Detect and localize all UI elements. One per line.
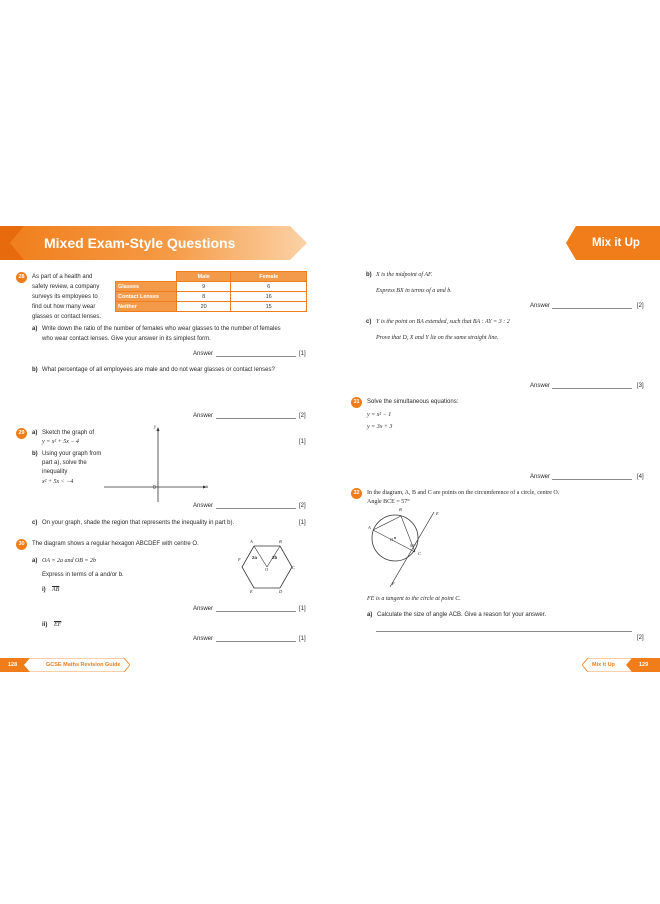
q30-c-mark: [3] bbox=[637, 383, 644, 389]
q28-b-mark: [2] bbox=[299, 413, 306, 419]
q32-a-label: a) bbox=[367, 612, 373, 618]
answer-label: Answer bbox=[530, 303, 551, 309]
table-cell: 9 bbox=[177, 282, 231, 292]
q30-b-label: b) bbox=[366, 272, 372, 278]
q28-data-table bbox=[115, 271, 307, 312]
answer-line[interactable] bbox=[216, 418, 296, 419]
q28-a-text-1: Write down the ratio of the number of females who wear glasses to the number of females bbox=[42, 326, 281, 332]
answer-line[interactable] bbox=[216, 611, 296, 612]
q28-a-text-2: who wear contact lenses. Give your answer in its simplest form. bbox=[42, 336, 211, 342]
table-col-male: Male bbox=[177, 272, 231, 282]
q29-b-text-1: Using your graph from bbox=[42, 451, 102, 457]
q30-a-label: a) bbox=[32, 558, 38, 564]
question-31-number: 31 bbox=[351, 397, 362, 408]
q28-a-label: a) bbox=[32, 326, 38, 332]
page-number-left: 128 bbox=[8, 662, 18, 668]
q30-a-sub: Express in terms of a and/or b. bbox=[42, 572, 124, 578]
question-32-number: 32 bbox=[351, 488, 362, 499]
table-row-contact-lenses: Contact Lenses bbox=[116, 292, 177, 302]
q32-text: In the diagram, A, B and C are points on the circumference of a circle, centre O. bbox=[367, 490, 560, 496]
answer-label: Answer bbox=[530, 383, 551, 389]
q30-i-vector: $\overline{AB}$ bbox=[52, 587, 60, 593]
q29-b-text-3: inequality bbox=[42, 469, 68, 475]
q29-a-mark: [1] bbox=[299, 439, 306, 445]
q30-i-mark: [1] bbox=[299, 606, 306, 612]
q28-intro-line-2: safety review, a company bbox=[32, 284, 100, 290]
q32-tangent: FE is a tangent to the circle at point C. bbox=[367, 596, 461, 602]
q28-b-text: What percentage of all employees are male and do not wear glasses or contact lenses? bbox=[42, 367, 275, 373]
q30-c-text: Y is the point on BA extended, such that BA : AY = 3 : 2 bbox=[376, 319, 510, 325]
hex-label-b: B bbox=[279, 539, 282, 544]
q30-a-text: OA = 2a and OB = 2b bbox=[42, 558, 96, 564]
q29-axis-x: x bbox=[206, 485, 209, 490]
q30-b-sub: Express BX in terms of a and b. bbox=[376, 288, 452, 294]
q29-c-text: On your graph, shade the region that represents the inequality in part b). bbox=[42, 520, 235, 526]
circle-label-c: C bbox=[418, 551, 422, 556]
q29-c-mark: [1] bbox=[299, 520, 306, 526]
answer-line[interactable] bbox=[376, 631, 632, 632]
answer-label: Answer bbox=[193, 413, 214, 419]
q30-intro: The diagram shows a regular hexagon ABCDEF with centre O. bbox=[32, 541, 199, 547]
q28-intro-line-3: surveys its employees to bbox=[32, 294, 98, 300]
circle-label-o: O bbox=[390, 537, 394, 542]
q28-intro-line-4: find out how many wear bbox=[32, 304, 96, 310]
q29-b-label: b) bbox=[32, 451, 38, 457]
q29-a-label: a) bbox=[32, 430, 38, 436]
q29-a-text: Sketch the graph of bbox=[42, 430, 95, 436]
q29-b-equation: x² + 5x < −4 bbox=[42, 479, 74, 485]
q30-c-label: c) bbox=[366, 319, 372, 325]
q29-axis-y: y bbox=[154, 425, 157, 430]
table-row-glasses: Glasses bbox=[116, 282, 177, 292]
q28-a-mark: [1] bbox=[299, 351, 306, 357]
answer-label: Answer bbox=[193, 636, 214, 642]
q32-angle: Angle BCE = 57° bbox=[367, 499, 410, 505]
page-number-right: 129 bbox=[639, 662, 649, 668]
q30-i-label: i) bbox=[42, 587, 46, 593]
answer-line[interactable] bbox=[216, 508, 296, 509]
q32-a-text: Calculate the size of angle ACB. Give a reason for your answer. bbox=[377, 612, 547, 618]
table-corner bbox=[116, 272, 177, 282]
answer-line[interactable] bbox=[216, 356, 296, 357]
q28-intro-line-1: As part of a health and bbox=[32, 274, 93, 280]
table-cell: 16 bbox=[231, 292, 307, 302]
q29-b-text-2: part a), solve the bbox=[42, 460, 87, 466]
q29-origin: 0 bbox=[153, 485, 156, 491]
answer-label: Answer bbox=[193, 606, 214, 612]
table-col-female: Female bbox=[231, 272, 307, 282]
q30-c-sub: Prove that D, X and Y lie on the same straight line. bbox=[376, 335, 499, 341]
header-band-right bbox=[566, 226, 660, 260]
hex-label-a: A bbox=[250, 539, 253, 544]
header-band-left bbox=[0, 226, 308, 260]
page-title-left: Mixed Exam-Style Questions bbox=[44, 235, 236, 251]
circle-label-f: F bbox=[392, 581, 395, 586]
hex-label-e: E bbox=[250, 589, 253, 594]
hex-label-2b: 2b bbox=[272, 555, 278, 560]
q30-b-text: X is the midpoint of AF. bbox=[376, 272, 433, 278]
table-cell: 15 bbox=[231, 302, 307, 312]
q31-eq2: y = 3x + 3 bbox=[367, 424, 393, 430]
answer-line[interactable] bbox=[552, 479, 632, 480]
table-row-neither: Neither bbox=[116, 302, 177, 312]
circle-label-angle: 57° bbox=[410, 543, 417, 548]
circle-label-a: A bbox=[368, 525, 371, 530]
hex-label-d: D bbox=[279, 589, 283, 594]
answer-label: Answer bbox=[530, 474, 551, 480]
q30-ii-mark: [1] bbox=[299, 636, 306, 642]
table-cell: 6 bbox=[231, 282, 307, 292]
table-cell: 8 bbox=[177, 292, 231, 302]
question-29-number: 29 bbox=[16, 428, 27, 439]
answer-label: Answer bbox=[193, 503, 214, 509]
footer-title-left: GCSE Maths Revision Guide bbox=[46, 662, 121, 668]
answer-label: Answer bbox=[193, 351, 214, 357]
q31-eq1: y = x² − 1 bbox=[367, 412, 392, 418]
circle-label-b: B bbox=[399, 507, 402, 512]
q31-mark: [4] bbox=[637, 474, 644, 480]
hex-label-c: C bbox=[292, 565, 296, 570]
answer-line[interactable] bbox=[552, 308, 632, 309]
q30-ii-vector: $\overline{EF}$ bbox=[54, 622, 62, 628]
circle-label-e: E bbox=[436, 511, 439, 516]
q30-ii-label: ii) bbox=[42, 622, 48, 628]
q32-a-mark: [2] bbox=[637, 635, 644, 641]
q29-a-equation: y = x² + 5x − 4 bbox=[42, 439, 79, 445]
circle-diagram bbox=[362, 505, 442, 589]
question-28-number: 28 bbox=[16, 272, 27, 283]
q31-text: Solve the simultaneous equations: bbox=[367, 399, 459, 405]
footer-title-right: Mix it Up bbox=[592, 662, 615, 668]
q30-b-mark: [2] bbox=[637, 303, 644, 309]
q29-axes[interactable] bbox=[100, 424, 210, 504]
question-30-number: 30 bbox=[16, 539, 27, 550]
q29-b-mark: [2] bbox=[299, 503, 306, 509]
hex-label-f: F bbox=[238, 557, 241, 562]
answer-line[interactable] bbox=[216, 641, 296, 642]
hex-label-o: O bbox=[265, 567, 269, 572]
hex-label-2a: 2a bbox=[252, 555, 258, 560]
q29-c-label: c) bbox=[32, 520, 38, 526]
page-title-right: Mix it Up bbox=[592, 237, 640, 249]
q28-b-label: b) bbox=[32, 367, 38, 373]
q28-intro-line-5: glasses or contact lenses. bbox=[32, 314, 102, 320]
answer-line[interactable] bbox=[552, 388, 632, 389]
table-cell: 20 bbox=[177, 302, 231, 312]
